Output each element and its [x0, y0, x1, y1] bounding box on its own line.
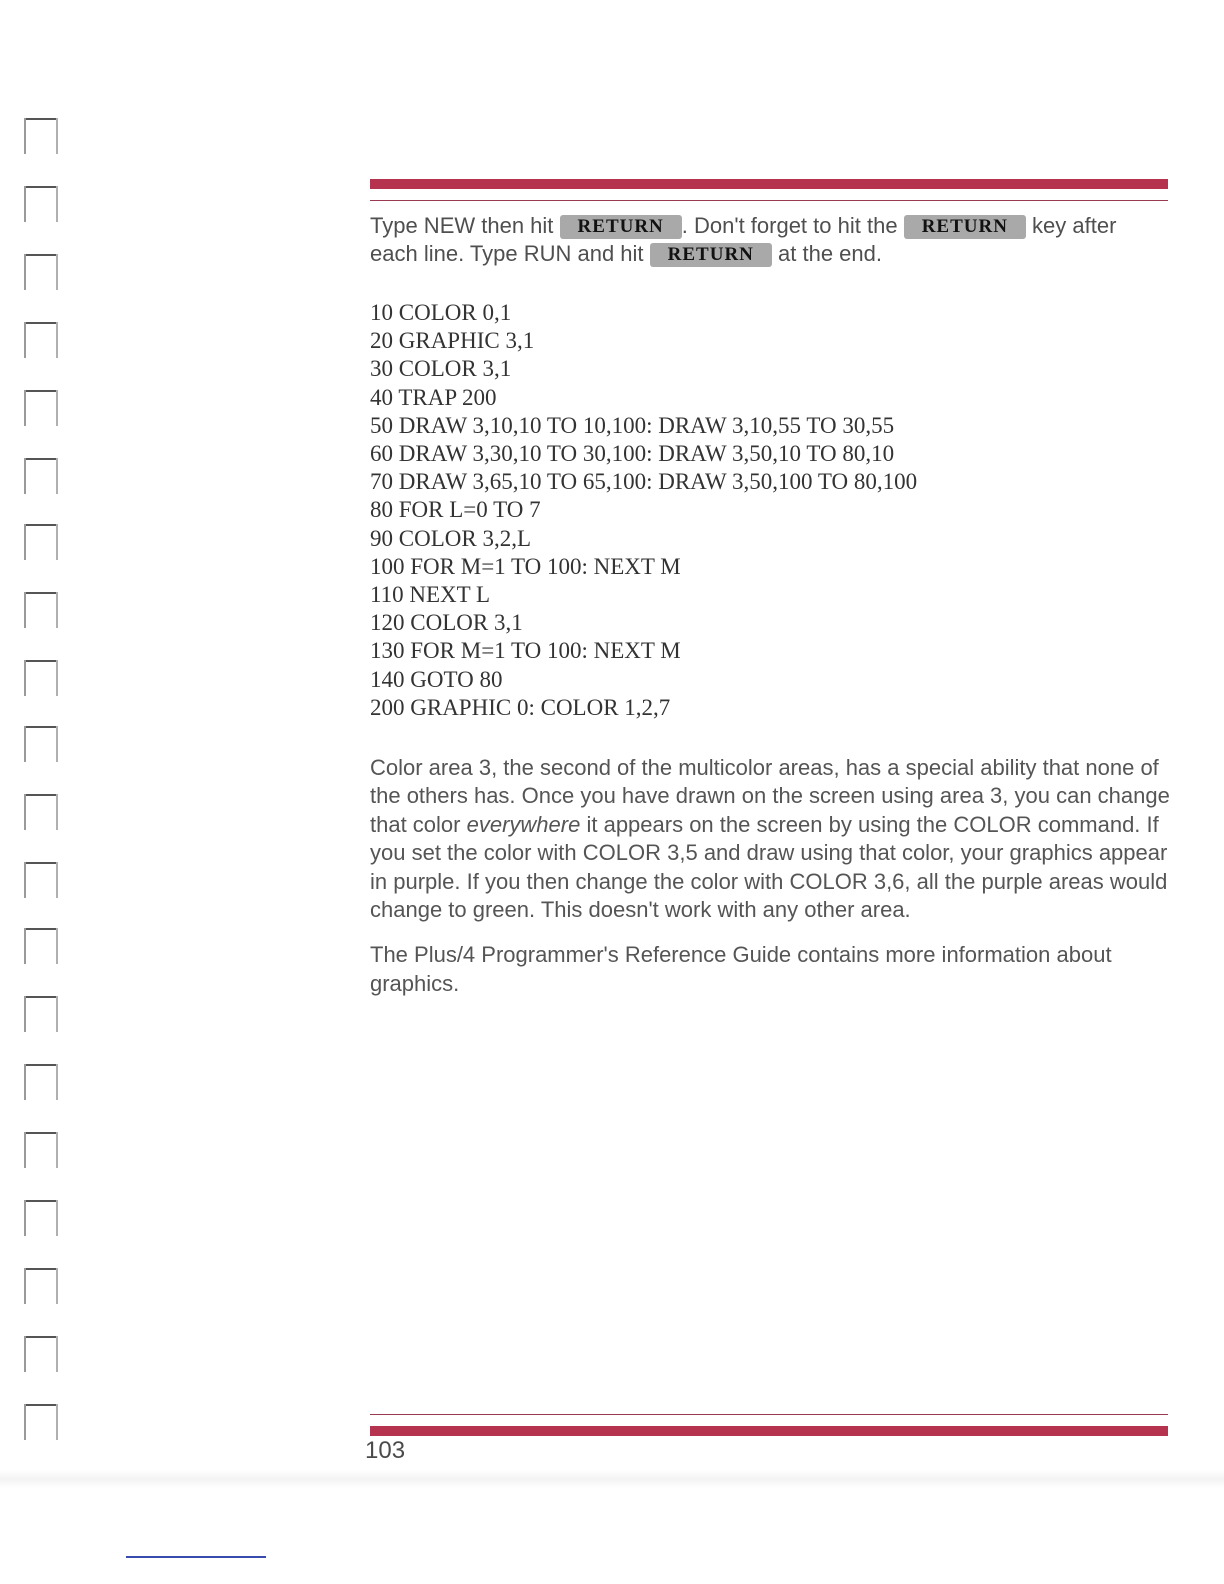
code-line: 200 GRAPHIC 0: COLOR 1,2,7	[370, 694, 671, 720]
footer-rule-thick	[370, 1426, 1168, 1436]
color-area-paragraph	[370, 754, 1170, 924]
emphasis-text: everywhere	[466, 811, 581, 837]
code-line: 60 DRAW 3,30,10 TO 30,100: DRAW 3,50,10 TO 80,10	[370, 441, 895, 467]
code-line: 10 COLOR 0,1	[370, 300, 512, 325]
binding-hole	[24, 660, 58, 698]
return-key: RETURN	[904, 215, 1026, 239]
code-line: 70 DRAW 3,65,10 TO 65,100: DRAW 3,50,100 TO 80,100	[370, 469, 918, 495]
code-line: 50 DRAW 3,10,10 TO 10,100: DRAW 3,10,55 TO 30,55	[370, 412, 895, 438]
binding-hole	[24, 1200, 58, 1238]
intro-paragraph	[370, 212, 1170, 268]
binding-hole	[24, 186, 58, 224]
reference-paragraph: The Plus/4 Programmer's Reference Guide contains more information about graphics.	[370, 942, 1112, 996]
return-key: RETURN	[650, 243, 772, 267]
code-line: 20 GRAPHIC 3,1	[370, 328, 535, 354]
return-key: RETURN	[560, 215, 682, 239]
code-line: 90 COLOR 3,2,L	[370, 525, 531, 551]
paragraph-text: Color area 3, the second of the multicolor areas, has a special ability that none of the others has. Once you have drawn on the screen using area 3, you can change that color	[370, 755, 1170, 837]
intro-text-2: . Don't forget to hit the	[681, 213, 898, 238]
binding-hole	[24, 118, 58, 156]
binding-hole	[24, 458, 58, 496]
intro-text-4: at the end.	[778, 241, 882, 266]
binding-hole	[24, 1064, 58, 1102]
header-rule-thick	[370, 179, 1168, 189]
code-line: 120 COLOR 3,1	[370, 610, 523, 636]
binding-hole	[24, 254, 58, 292]
binding-hole	[24, 928, 58, 966]
code-line: 130 FOR M=1 TO 100: NEXT M	[370, 638, 681, 664]
binding-hole	[24, 1268, 58, 1306]
binding-hole	[24, 592, 58, 630]
binding-hole	[24, 996, 58, 1034]
code-line: 80 FOR L=0 TO 7	[370, 497, 541, 523]
intro-text-3: key after each line. Type RUN and hit	[370, 213, 1117, 266]
intro-text-1: Type NEW then hit	[370, 213, 554, 238]
binding-hole	[24, 1336, 58, 1374]
binding-hole	[24, 794, 58, 832]
binding-hole	[24, 726, 58, 764]
paragraph-text: it appears on the screen by using the COLOR command. If you set the color with COLOR 3,5 and draw using that color, your graphics appear in purple. If you then change the color with COLOR 3,6, all the purple areas would change to green. This doesn't work with any other area.	[370, 811, 1168, 923]
header-rule-thin	[370, 200, 1168, 201]
code-line: 140 GOTO 80	[370, 666, 503, 692]
code-line: 40 TRAP 200	[370, 384, 497, 410]
code-line: 30 COLOR 3,1	[370, 356, 512, 382]
page-content	[370, 212, 1170, 998]
binding-hole	[24, 322, 58, 360]
page-number: 103	[365, 1437, 406, 1464]
underline-mark	[126, 1556, 266, 1558]
binding-hole	[24, 524, 58, 562]
binding-hole	[24, 1132, 58, 1170]
page-edge-shadow	[0, 1470, 1224, 1488]
binding-hole	[24, 390, 58, 428]
basic-program-listing	[370, 299, 1170, 722]
binding-hole	[24, 1404, 58, 1442]
code-line: 100 FOR M=1 TO 100: NEXT M	[370, 553, 681, 579]
code-line: 110 NEXT L	[370, 582, 491, 608]
footer-rule-thin	[370, 1414, 1168, 1415]
binding-hole	[24, 862, 58, 900]
